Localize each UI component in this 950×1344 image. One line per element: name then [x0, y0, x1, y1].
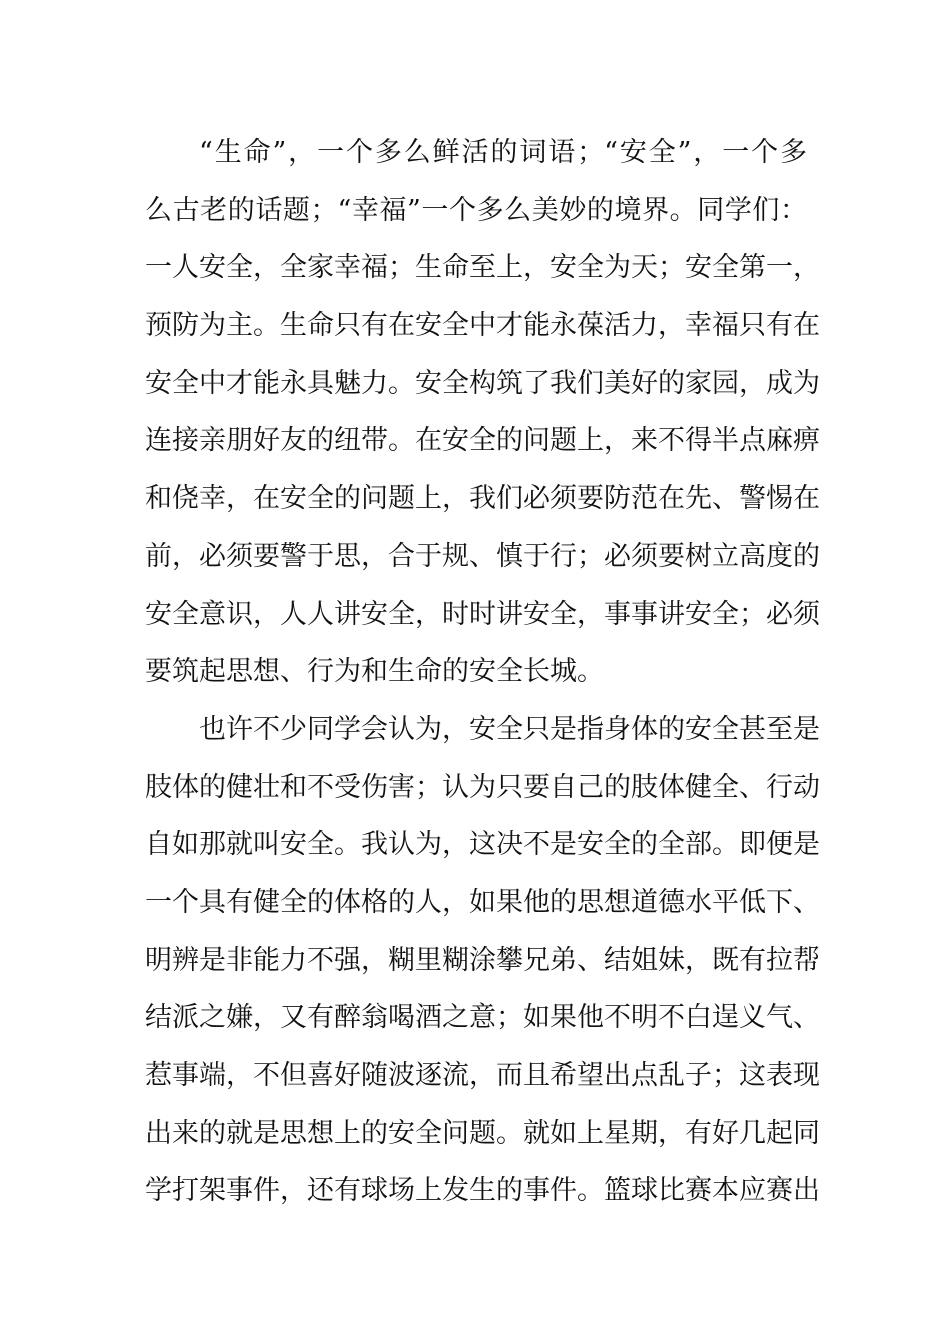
text-line: 惹事端，不但喜好随波逐流，而且希望出点乱子；这表现 — [145, 1060, 820, 1091]
text-line: 明辨是非能力不强，糊里糊涂攀兄弟、结姐妹，既有拉帮 — [145, 944, 820, 976]
text-line: 出来的就是思想上的安全问题。就如上星期，有好几起同 — [145, 1117, 820, 1149]
paragraph-2 — [145, 701, 820, 1220]
text-line: 连接亲朋好友的纽带。在安全的问题上，来不得半点麻痹 — [145, 425, 820, 457]
text-line: “生命”，一个多么鲜活的词语；“安全”，一个多 — [199, 137, 807, 168]
paragraph-1 — [145, 124, 820, 701]
text-line: 一个具有健全的体格的人，如果他的思想道德水平低下、 — [145, 886, 820, 918]
text-line: 么古老的话题；“幸福”一个多么美妙的境界。同学们： — [145, 194, 807, 226]
text-line: 一人安全，全家幸福；生命至上，安全为天；安全第一， — [145, 252, 820, 284]
text-line: 学打架事件，还有球场上发生的事件。篮球比赛本应赛出 — [145, 1175, 820, 1207]
body-text — [145, 124, 820, 1220]
text-line: 肢体的健壮和不受伤害；认为只要自己的肢体健全、行动 — [145, 771, 820, 803]
text-line: 和侥幸，在安全的问题上，我们必须要防范在先、警惕在 — [145, 483, 820, 515]
text-line: 安全中才能永具魅力。安全构筑了我们美好的家园，成为 — [145, 367, 820, 399]
text-line: 预防为主。生命只有在安全中才能永葆活力，幸福只有在 — [145, 310, 820, 342]
text-line: 前，必须要警于思，合于规、慎于行；必须要树立高度的 — [145, 540, 820, 572]
text-line: 安全意识，人人讲安全，时时讲安全，事事讲安全；必须 — [145, 598, 820, 630]
text-line: 也许不少同学会认为，安全只是指身体的安全甚至是 — [199, 713, 820, 745]
text-line: 结派之嫌，又有醉翁喝酒之意；如果他不明不白逞义气、 — [145, 1002, 820, 1034]
text-line: 自如那就叫安全。我认为，这决不是安全的全部。即便是 — [145, 829, 820, 861]
text-line: 要筑起思想、行为和生命的安全长城。 — [145, 656, 604, 688]
